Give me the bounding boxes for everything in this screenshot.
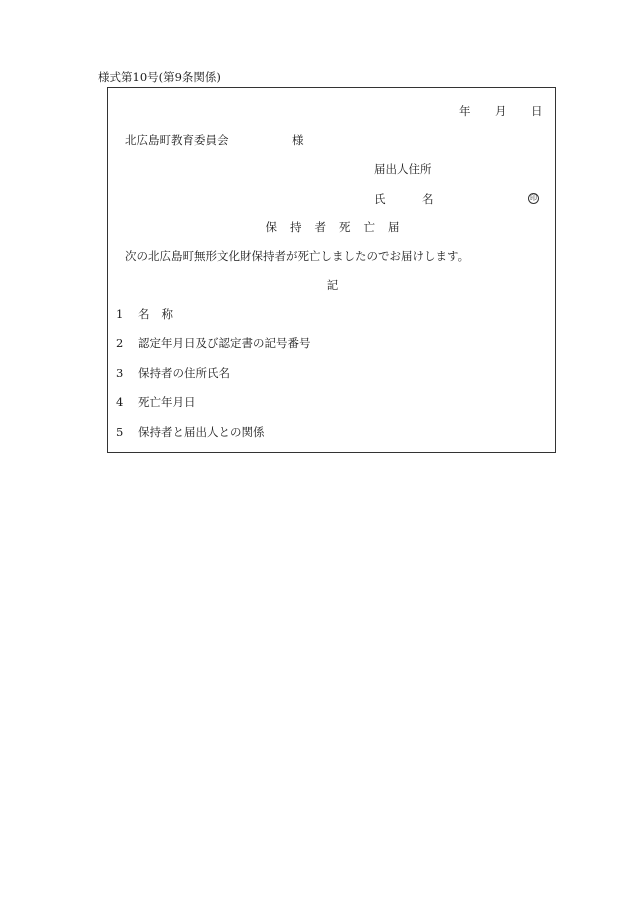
date-day-label: 日 [531, 104, 543, 118]
item-number: 1 [116, 307, 124, 321]
date-month-label: 月 [495, 104, 507, 118]
addressee-name: 北広島町教育委員会 [125, 133, 229, 147]
notifier-address-label: 届出人住所 [374, 162, 432, 176]
item-number: 5 [116, 425, 124, 439]
list-item [116, 368, 230, 380]
item-number: 3 [116, 366, 124, 380]
notifier-name-label-second: 名 [422, 192, 434, 206]
item-label: 保持者と届出人との関係 [138, 425, 265, 439]
document-title: 保持者死亡届 [265, 220, 413, 234]
item-number: 4 [116, 395, 124, 409]
item-label: 死亡年月日 [138, 395, 196, 409]
item-label: 保持者の住所氏名 [138, 366, 230, 380]
list-item [116, 397, 196, 409]
date-year-label: 年 [459, 104, 471, 118]
notifier-name-label-first: 氏 [374, 192, 386, 206]
form-number: 様式第10号(第9条関係) [98, 70, 221, 84]
list-item [116, 338, 311, 350]
item-label: 名称 [138, 307, 185, 321]
item-number: 2 [116, 336, 124, 350]
list-item [116, 309, 185, 321]
seal-icon: 印 [530, 194, 537, 202]
addressee-honorific: 様 [292, 133, 304, 147]
ki-heading: 記 [326, 278, 339, 292]
form-box [107, 87, 556, 453]
item-label: 認定年月日及び認定書の記号番号 [138, 336, 311, 350]
list-item [116, 427, 265, 439]
statement-text: 次の北広島町無形文化財保持者が死亡しましたのでお届けします。 [125, 249, 470, 263]
